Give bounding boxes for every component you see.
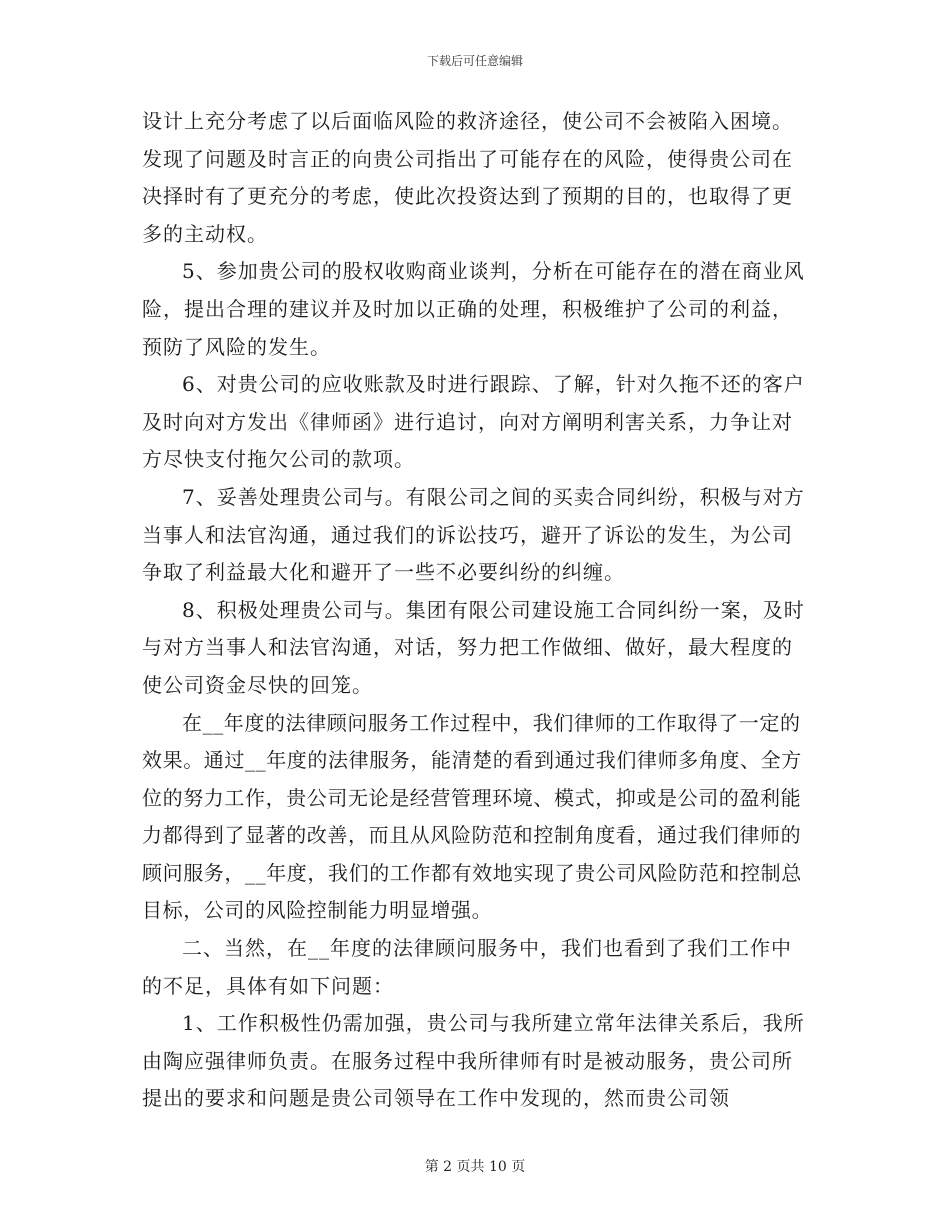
paragraph-intro-continuation: 设计上充分考虑了以后面临风险的救济途径，使公司不会被陷入困境。发现了问题及时言正的向贵公司指出了可能存在的风险，使得贵公司在决择时有了更充分的考虑，使此次投资达到了预期的目的，也取得了更多的主动权。 [142,109,793,246]
paragraph-problem-1: 1、工作积极性仍需加强，贵公司与我所建立常年法律关系后，我所由陶应强律师负责。在服务过程中我所律师有时是被动服务，贵公司所提出的要求和问题是贵公司领导在工作中发现的，然而贵公司领 [142,1011,805,1111]
paragraph-section-2: 二、当然，在__年度的法律顾问服务中，我们也看到了我们工作中的不足，具体有如下问题： [142,936,792,998]
paragraph-summary: 在__年度的法律顾问服务工作过程中，我们律师的工作取得了一定的效果。通过__年度的法律服务，能清楚的看到通过我们律师多角度、全方位的努力工作，贵公司无论是经营管理环境、模式，抑或是公司的盈利能力都得到了显著的改善，而且从风险防范和控制角度看，通过我们律师的顾问服务，__年度，我们的工作都有效地实现了贵公司风险防范和控制总目标，公司的风险控制能力明显增强。 [142,710,802,923]
page-header: 下载后可任意编辑 [426,54,523,68]
paragraph-item-6: 6、对贵公司的应收账款及时进行跟踪、了解，针对久拖不还的客户及时向对方发出《律师函》进行追讨，向对方阐明利害关系，力争让对方尽快支付拖欠公司的款项。 [142,372,805,472]
paragraph-item-5: 5、参加贵公司的股权收购商业谈判，分析在可能存在的潜在商业风险，提出合理的建议并及时加以正确的处理，积极维护了公司的利益，预防了风险的发生。 [142,259,805,359]
page-number: 第 2 页共 10 页 [424,1159,526,1175]
paragraph-item-7: 7、妥善处理贵公司与。有限公司之间的买卖合同纠纷，积极与对方当事人和法官沟通，通过我们的诉讼技巧，避开了诉讼的发生，为公司争取了利益最大化和避开了一些不必要纠纷的纠缠。 [142,484,805,585]
document-body [142,103,812,1118]
paragraph-item-8: 8、积极处理贵公司与。集团有限公司建设施工合同纠纷一案，及时与对方当事人和法官沟通，对话，努力把工作做细、做好，最大程度的使公司资金尽快的回笼。 [142,597,805,697]
